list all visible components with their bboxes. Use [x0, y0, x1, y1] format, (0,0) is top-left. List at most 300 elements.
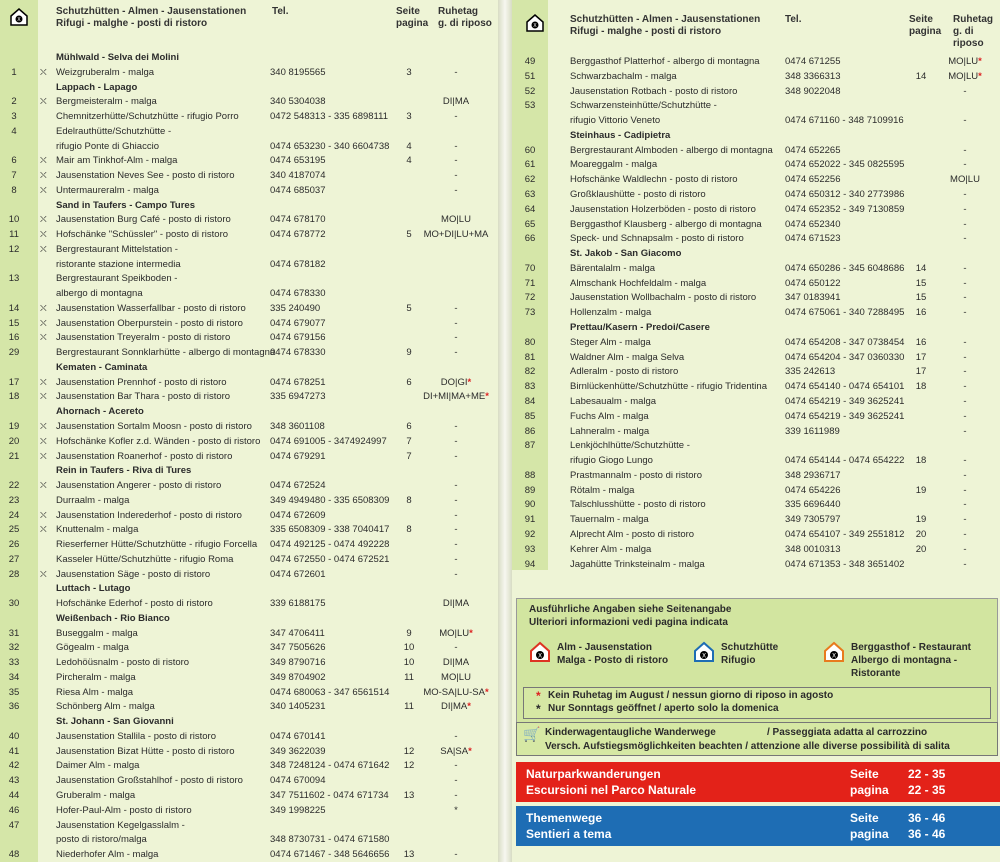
entry-rest-day: -: [963, 307, 967, 319]
entry-rest-day: MO|LU: [441, 214, 471, 226]
entry-page: 16: [915, 307, 927, 319]
entry-page: 19: [915, 484, 927, 496]
header-page: Seite pagina: [396, 6, 429, 29]
entry-phone: 349 1998225: [270, 804, 326, 816]
entry-phone: 0474 671255: [785, 56, 841, 67]
entry-number: 22: [8, 480, 20, 492]
entry-phone: 0474 652022 - 345 0825595: [785, 159, 905, 171]
entry-page: 3: [406, 66, 412, 78]
entry-page: 13: [403, 790, 415, 801]
blue-range-de: 36 - 46: [908, 811, 946, 825]
entry-phone: 0472 548313 - 335 6898111: [270, 111, 388, 123]
entry-rest-day: -: [454, 450, 458, 462]
stroller-icon: ⛌: [40, 421, 47, 431]
entry-rest-day: -: [454, 849, 458, 861]
entry-name: Alprecht Alm - posto di ristoro: [570, 528, 695, 540]
entry-name: Jausenstation Wasserfallbar - posto di ristoro: [56, 302, 246, 314]
svg-text:X: X: [533, 23, 537, 29]
entry-page: 8: [406, 524, 412, 536]
entry-rest-day: -: [454, 317, 458, 329]
legend-hut-it: Rifugio: [721, 655, 756, 666]
entry-rest-day: -: [454, 790, 458, 801]
entry-rest-day: DI|MA: [442, 598, 470, 610]
stroller-icon: ⛌: [40, 66, 47, 77]
entry-name: Waldner Alm - malga Selva: [570, 351, 685, 363]
entry-rest-day: -: [963, 262, 967, 274]
entry-name: Hofschänke Kofler z.d. Wänden - posto di ristoro: [56, 435, 261, 447]
blue-banner-it: Sentieri a tema: [526, 827, 612, 841]
entry-rest-day: -: [454, 184, 458, 196]
entry-rest-day: -: [963, 558, 967, 570]
entry-rest-day: -: [454, 140, 458, 152]
entry-number: 27: [8, 553, 20, 565]
entry-phone: 349 3622039: [270, 745, 326, 757]
region-name: Weißenbach - Rio Bianco: [56, 612, 170, 624]
red-pagina: pagina: [850, 783, 889, 797]
entry-page: 8: [406, 494, 412, 506]
entry-number: 88: [524, 469, 536, 481]
entry-rest-day: -: [454, 730, 458, 742]
entry-rest-day: -: [963, 233, 967, 245]
entry-number: 81: [524, 351, 536, 363]
entry-rest-day: -: [454, 66, 458, 78]
entry-name: Jausenstation Großstahlhof - posto di ristoro: [56, 775, 243, 787]
region-name: Rein in Taufers - Riva di Tures: [56, 465, 192, 477]
red-banner-de: Naturparkwanderungen: [526, 767, 661, 781]
entry-name: Moareggalm - malga: [570, 159, 658, 171]
right-page: [512, 0, 1000, 862]
entry-phone: 0474 670141: [270, 730, 326, 742]
entry-phone: 0474 654107 - 349 2551812: [785, 528, 905, 540]
red-star-icon: *: [468, 745, 472, 757]
entry-number: 86: [524, 425, 536, 437]
entry-page: 10: [403, 657, 415, 669]
header-rest: Ruhetag g. di riposo: [438, 6, 492, 29]
entry-number: 35: [8, 686, 20, 698]
entry-phone: 348 9022048: [785, 85, 841, 97]
entry-page: 13: [403, 849, 415, 861]
entry-page: 9: [406, 627, 412, 639]
entry-rest-day: -: [963, 159, 967, 171]
entry-phone: 0474 670094: [270, 775, 326, 787]
entry-phone: 0474 678182: [270, 258, 326, 270]
left-page: [0, 0, 498, 862]
entry-page: 12: [403, 745, 415, 757]
entry-number: 89: [524, 484, 536, 496]
legend-box: [516, 598, 998, 733]
entry-name: Bergmeisteralm - malga: [56, 96, 157, 108]
entry-name: Riesa Alm - malga: [56, 686, 134, 698]
entry-name: Bergrestaurant Sonnklarhütte - albergo di montagna: [56, 347, 276, 359]
entry-phone: 340 5304038: [270, 96, 326, 108]
house-x-icon: [10, 8, 28, 26]
entry-name: Almschank Hochfeldalm - malga: [570, 277, 707, 289]
blue-banner-de: Themenwege: [526, 811, 603, 825]
entry-name: Ledohöüsnalm - posto di ristoro: [56, 657, 190, 669]
red-banner-it: Escursioni nel Parco Naturale: [526, 783, 697, 797]
entry-rest-day: -: [963, 292, 967, 304]
entry-name: Berggasthof Platterhof - albergo di montagna: [570, 56, 760, 67]
entry-rest-day: *: [454, 804, 458, 816]
book-gutter: [498, 0, 512, 862]
red-star-icon: *: [978, 70, 982, 82]
entry-name: Hofer-Paul-Alm - posto di ristoro: [56, 804, 192, 816]
region-name: Sand in Taufers - Campo Tures: [56, 199, 196, 211]
entry-number: 20: [8, 435, 20, 447]
entry-name: Birnlückenhütte/Schutzhütte - rifugio Tridentina: [570, 381, 767, 393]
entry-number: 3: [11, 111, 17, 123]
entry-number: 26: [8, 539, 20, 551]
entry-number: 1: [11, 66, 17, 78]
entry-number: 44: [8, 790, 20, 801]
legend-star-red: Kein Ruhetag im August / nessun giorno di riposo in agosto: [548, 690, 834, 701]
entry-phone: 0474 654208 - 347 0738454: [785, 336, 905, 348]
entry-phone: 0474 679291: [270, 450, 326, 462]
red-star-icon: *: [467, 376, 472, 388]
entry-phone: 335 6508309 - 338 7040417: [270, 524, 390, 536]
entry-phone: 0474 685037: [270, 184, 326, 196]
legend-hut-de: Schutzhütte: [721, 642, 779, 653]
entry-number: 15: [8, 317, 20, 329]
entry-name: ristorante stazione intermedia: [56, 258, 181, 270]
entry-name: Jausenstation Bar Thara - posto di ristoro: [56, 391, 231, 403]
entry-name: Tauernalm - malga: [570, 514, 649, 526]
entry-rest-day: -: [454, 775, 458, 787]
entry-rest-day: -: [454, 642, 458, 654]
entry-rest-day: MO|LU*: [439, 627, 473, 639]
stroller-icon: 🛒: [523, 726, 541, 742]
region-name: Steinhaus - Cadipietra: [570, 129, 671, 141]
entry-phone: 0474 691005 - 3474924997: [270, 435, 387, 447]
nature-park-hikes-banner: [516, 762, 1000, 802]
entry-rest-day: -: [454, 302, 458, 314]
red-range-it: 22 - 35: [908, 783, 946, 797]
entry-phone: 0474 653195: [270, 155, 326, 167]
entry-phone: 0474 654226: [785, 484, 841, 496]
entry-rest-day: -: [454, 539, 458, 551]
stroller-icon: ⛌: [40, 302, 47, 313]
legend-alm-it: Malga - Posto di ristoro: [557, 655, 669, 666]
entry-number: 25: [8, 524, 20, 536]
entry-rest-day: -: [963, 203, 967, 215]
entry-page: 10: [403, 642, 415, 654]
house-x-icon: [526, 14, 544, 32]
entry-number: 92: [524, 528, 536, 540]
entry-name: Durraalm - malga: [56, 494, 130, 506]
entry-name: Buseggalm - malga: [56, 627, 138, 639]
entry-phone: 0474 653230 - 340 6604738: [270, 140, 390, 152]
header-rest: Ruhetag g. di riposo: [953, 14, 993, 49]
entry-phone: 335 240490: [270, 302, 321, 314]
entry-name: Jausenstation Rotbach - posto di ristoro: [570, 85, 738, 97]
entry-name: Jagahütte Trinksteinalm - malga: [570, 558, 705, 570]
entry-number: 16: [8, 332, 20, 344]
entry-phone: 0474 654219 - 349 3625241: [785, 410, 905, 422]
stroller-icon: ⛌: [40, 450, 47, 461]
entry-rest-day: DI+MI|MA+ME*: [423, 391, 489, 403]
entry-number: 72: [524, 292, 536, 304]
entry-page: 20: [915, 543, 927, 555]
header-tel: Tel.: [272, 6, 289, 17]
entry-number: 85: [524, 410, 536, 422]
entry-number: 53: [524, 100, 536, 112]
entry-phone: 339 1611989: [785, 425, 840, 437]
entry-page: 20: [915, 528, 927, 540]
entry-page: 6: [406, 376, 412, 388]
entry-name: Labesaualm - malga: [570, 395, 657, 407]
header-page: Seite pagina: [909, 14, 942, 37]
entry-name: Jausenstation Oberpurstein - posto di ristoro: [56, 317, 243, 329]
legend-star-box: [523, 687, 991, 719]
entry-name: Daimer Alm - malga: [56, 760, 140, 772]
entry-name: Lahneralm - malga: [570, 425, 650, 437]
stroller-icon: ⛌: [40, 435, 47, 446]
legend-star-black: Nur Sonntags geöffnet / aperto solo la domenica: [548, 703, 779, 714]
entry-page: 5: [406, 229, 412, 241]
entry-number: 90: [524, 499, 536, 511]
entry-rest-day: -: [963, 499, 967, 511]
entry-name: Schwarzensteinhütte/Schutzhütte -: [570, 100, 717, 112]
stroller-icon: ⛌: [40, 376, 47, 387]
entry-phone: 0474 652340: [785, 218, 841, 230]
entry-name: Schwarzbachalm - malga: [570, 70, 677, 82]
entry-rest-day: -: [454, 553, 458, 565]
entry-name: Bergrestaurant Almboden - albergo di montagna: [570, 144, 773, 156]
red-range-de: 22 - 35: [908, 767, 946, 781]
entry-number: 19: [8, 421, 20, 432]
entry-rest-day: -: [454, 524, 458, 536]
entry-rest-day: -: [454, 760, 458, 772]
entry-phone: 0474 672601: [270, 568, 326, 580]
entry-phone: 0474 678772: [270, 229, 326, 241]
entry-rest-day: -: [454, 155, 458, 167]
alm-house-icon: [529, 641, 551, 663]
entry-phone: 347 0183941: [785, 292, 841, 304]
entry-name: Hollenzalm - malga: [570, 307, 652, 319]
entry-name: Jausenstation Neves See - posto di ristoro: [56, 170, 235, 182]
entry-number: 62: [524, 174, 536, 186]
entry-page: 17: [915, 351, 927, 363]
legend-info-it: Ulteriori informazioni vedi pagina indicata: [529, 617, 728, 628]
svg-text:X: X: [17, 17, 21, 23]
entry-rest-day: -: [963, 395, 967, 407]
header-name: Schutzhütten - Almen - Jausenstationen Rifugi - malghe - posti di ristoro: [56, 6, 247, 29]
svg-text:X: X: [831, 652, 837, 660]
entry-phone: 348 7248124 - 0474 671642: [270, 760, 390, 772]
header-tel: Tel.: [785, 14, 802, 25]
entry-phone: 0474 678330: [270, 347, 326, 359]
entry-name: Adleralm - posto di ristoro: [570, 366, 679, 378]
entry-phone: 348 0010313: [785, 543, 841, 555]
entry-page: 16: [915, 336, 927, 348]
entry-phone: 339 6188175: [270, 598, 326, 610]
entry-rest-day: -: [963, 455, 967, 467]
entry-rest-day: -: [454, 435, 458, 447]
entry-phone: 340 1405231: [270, 701, 326, 713]
header-name: Schutzhütten - Almen - Jausenstationen Rifugi - malghe - posti di ristoro: [570, 14, 761, 37]
entry-name: Bergrestaurant Mittelstation -: [56, 243, 178, 255]
red-seite: Seite: [850, 767, 879, 781]
entry-phone: 0474 671160 - 348 7109916: [785, 115, 904, 127]
entry-phone: 0474 680063 - 347 6561514: [270, 686, 390, 698]
entry-phone: 347 4706411: [270, 627, 325, 639]
entry-phone: 349 8790716: [270, 657, 326, 669]
entry-phone: 0474 652352 - 349 7130859: [785, 203, 905, 215]
entry-name: Jausenstation Säge - posto di ristoro: [56, 568, 211, 580]
region-name: Prettau/Kasern - Predoi/Casere: [570, 322, 710, 334]
legend-stroller-de: Kinderwagentaugliche Wanderwege: [545, 727, 716, 738]
stroller-icon: ⛌: [40, 214, 47, 225]
entry-number: 82: [524, 366, 536, 378]
entry-phone: 0474 672550 - 0474 672521: [270, 553, 390, 565]
entry-rest-day: DO|GI*: [440, 376, 472, 388]
entry-rest-day: MO|LU: [441, 671, 471, 683]
entry-number: 80: [524, 336, 536, 348]
entry-name: Berggasthof Klausberg - albergo di montagna: [570, 218, 762, 230]
entry-number: 43: [8, 775, 20, 787]
entry-number: 47: [8, 819, 20, 831]
red-star-icon: *: [467, 701, 471, 713]
entry-name: Rieserferner Hütte/Schutzhütte - rifugio Forcella: [56, 539, 258, 551]
entry-number: 21: [8, 450, 20, 462]
entry-name: Mair am Tinkhof-Alm - malga: [56, 155, 178, 167]
red-star-icon: *: [485, 391, 489, 403]
entry-phone: 0474 650286 - 345 6048686: [785, 262, 905, 274]
entry-number: 49: [524, 56, 536, 67]
entry-phone: 340 4187074: [270, 170, 326, 182]
entry-name: Jausenstation Prennhof - posto di ristoro: [56, 376, 227, 388]
entry-phone: 0474 678251: [270, 376, 326, 388]
entry-number: 93: [524, 543, 536, 555]
entry-name: Chemnitzerhütte/Schutzhütte - rifugio Porro: [56, 111, 239, 123]
entry-page: 7: [406, 450, 412, 462]
legend-stroller-box: [516, 722, 998, 756]
entry-page: 19: [915, 514, 927, 526]
legend-alm-de: Alm - Jausenstation: [557, 642, 653, 653]
red-star-icon: *: [484, 686, 489, 698]
region-name: Kematen - Caminata: [56, 361, 148, 373]
entry-name: Weizgruberalm - malga: [56, 66, 155, 78]
entry-page: 18: [915, 455, 927, 467]
entry-name: Jausenstation Kegelgasslalm -: [56, 819, 185, 831]
entry-phone: 0474 679077: [270, 317, 326, 329]
entry-number: 4: [11, 125, 17, 137]
entry-number: 94: [524, 558, 536, 570]
stroller-icon: ⛌: [40, 524, 47, 535]
entry-phone: 349 7305797: [785, 514, 841, 526]
entry-name: Pircheralm - malga: [56, 671, 136, 683]
blue-pagina: pagina: [850, 827, 889, 841]
entry-number: 14: [8, 302, 20, 314]
entry-name: rifugio Giogo Lungo: [570, 455, 653, 467]
entry-phone: 348 3601108: [270, 421, 325, 432]
entry-name: Hofschänke Ederhof - posto di ristoro: [56, 598, 213, 610]
entry-name: Lenkjöchlhütte/Schutzhütte -: [570, 440, 690, 452]
entry-name: Fuchs Alm - malga: [570, 410, 649, 422]
entry-number: 7: [11, 170, 17, 182]
entry-name: Steger Alm - malga: [570, 336, 651, 348]
entry-number: 73: [524, 307, 536, 319]
entry-name: Bergrestaurant Speikboden -: [56, 273, 178, 285]
entry-number: 13: [8, 273, 20, 285]
legend-inn-it: Albergo di montagna -: [851, 655, 958, 666]
entry-number: 66: [524, 233, 536, 245]
entry-phone: 347 7505626: [270, 642, 326, 654]
region-name: St. Jakob - San Giacomo: [570, 248, 682, 260]
red-star-icon: *: [978, 56, 982, 67]
entry-page: 5: [406, 302, 412, 314]
entry-phone: 0474 675061 - 340 7288495: [785, 307, 905, 319]
entry-number: 83: [524, 381, 536, 393]
entry-name: Jausenstation Inderederhof - posto di ristoro: [56, 509, 242, 521]
stroller-icon: ⛌: [40, 243, 47, 254]
entry-name: Jausenstation Wollbachalm - posto di ristoro: [570, 292, 757, 304]
entry-phone: 0474 652265: [785, 144, 841, 156]
inn-house-icon: [823, 641, 845, 663]
entry-number: 18: [8, 391, 20, 403]
entry-rest-day: -: [454, 568, 458, 580]
entry-rest-day: -: [963, 115, 967, 127]
entry-phone: 340 8195565: [270, 66, 326, 78]
entry-name: Rötalm - malga: [570, 484, 635, 496]
entry-number: 31: [8, 627, 20, 639]
black-star-icon: *: [536, 702, 541, 716]
entry-number: 34: [8, 671, 20, 683]
entry-number: 51: [524, 70, 536, 82]
stroller-icon: ⛌: [40, 391, 47, 402]
entry-rest-day: -: [454, 111, 458, 123]
entry-phone: 0474 672609: [270, 509, 326, 521]
entry-number: 87: [524, 440, 536, 452]
entry-number: 71: [524, 277, 536, 289]
entry-rest-day: -: [454, 332, 458, 344]
entry-phone: 0474 650122: [785, 277, 841, 289]
entry-rest-day: -: [963, 366, 967, 378]
entry-number: 64: [524, 203, 536, 215]
entry-page: 12: [403, 760, 415, 772]
entry-name: Hofschänke "Schüssler" - posto di ristoro: [56, 229, 229, 241]
entry-rest-day: SA|SA*: [440, 745, 472, 757]
stroller-icon: ⛌: [40, 155, 47, 166]
entry-page: 14: [915, 70, 927, 82]
entry-name: Großklaushütte - posto di ristoro: [570, 189, 706, 201]
entry-name: rifugio Vittorio Veneto: [570, 115, 661, 127]
entry-rest-day: -: [963, 425, 967, 437]
entry-name: rifugio Ponte di Ghiaccio: [56, 140, 159, 152]
entry-page: 4: [406, 140, 412, 152]
red-star-icon: *: [469, 627, 473, 639]
entry-number: 91: [524, 514, 536, 526]
entry-phone: 0474 678170: [270, 214, 326, 226]
stroller-icon: ⛌: [40, 170, 47, 181]
entry-rest-day: MO|LU*: [948, 70, 982, 82]
entry-rest-day: -: [963, 528, 967, 540]
entry-phone: 0474 652256: [785, 174, 841, 186]
entry-number: 32: [8, 642, 20, 654]
region-name: Mühlwald - Selva dei Molini: [56, 52, 179, 63]
entry-phone: 0474 492125 - 0474 492228: [270, 539, 390, 551]
entry-name: posto di ristoro/malga: [56, 834, 147, 846]
entry-rest-day: -: [963, 336, 967, 348]
entry-number: 42: [8, 760, 20, 772]
entry-rest-day: -: [454, 480, 458, 492]
entry-number: 2: [11, 96, 17, 108]
entry-phone: 0474 671353 - 348 3651402: [785, 558, 905, 570]
entry-phone: 0474 678330: [270, 288, 326, 300]
entry-rest-day: MO|LU: [950, 174, 980, 186]
svg-text:X: X: [537, 652, 543, 660]
entry-rest-day: -: [454, 421, 458, 432]
